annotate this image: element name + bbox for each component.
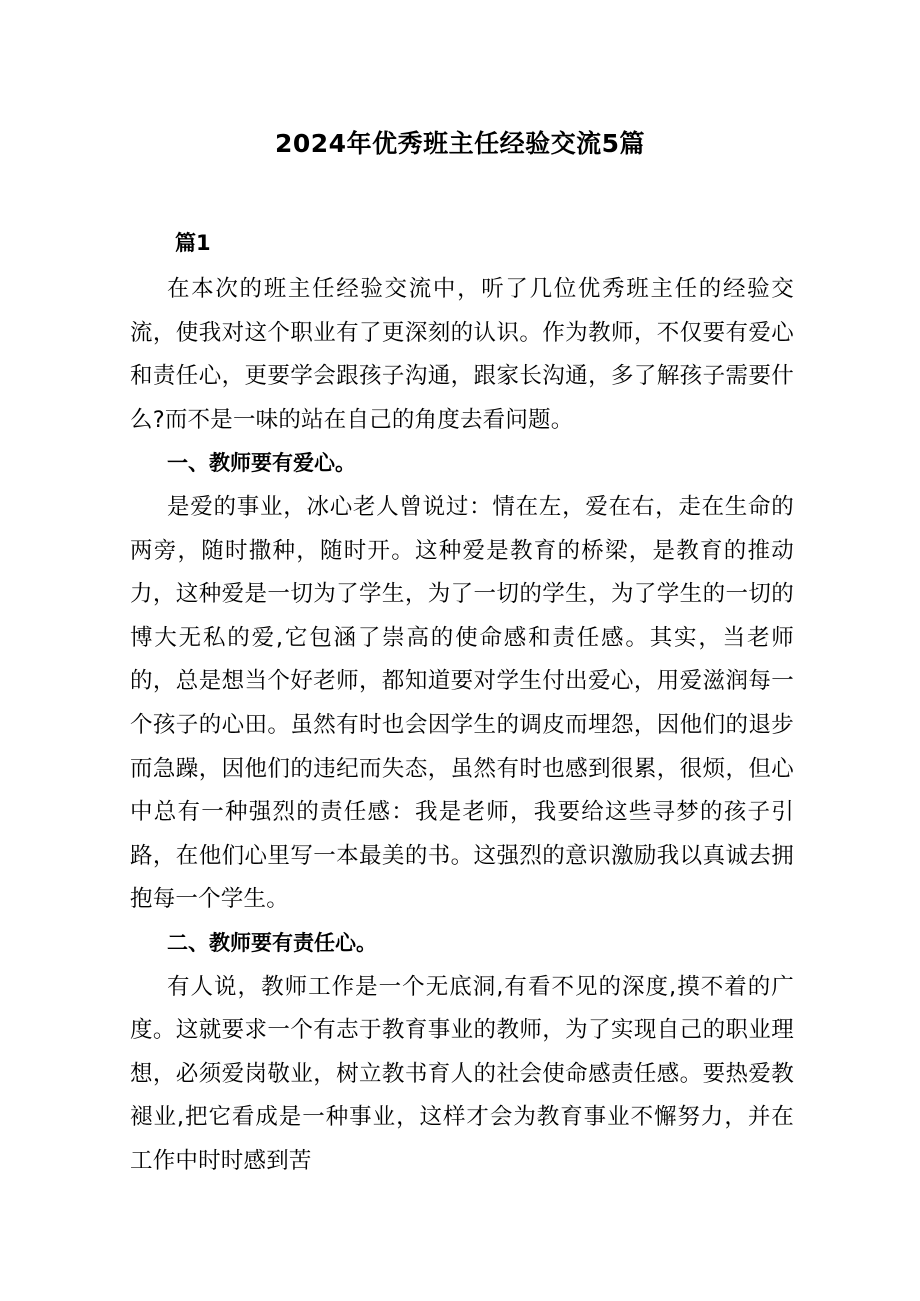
body-paragraph: 是爱的事业，冰心老人曾说过：情在左，爱在右，走在生命的两旁，随时撒种，随时开。这种爱是教育的桥梁，是教育的推动力，这种爱是一切为了学生，为了一切的学生，为了学生的一切的博大无私的爱,它包涵了崇高的使命感和责任感。其实，当老师的，总是想当个好老师，都知道要对学生付出爱心，用爱滋润每一个孩子的心田。虽然有时也会因学生的调皮而埋怨，因他们的退步而急躁，因他们的违纪而失态，虽然有时也感到很累，很烦，但心中总有一种强烈的责任感：我是老师，我要给这些寻梦的孩子引路，在他们心里写一本最美的书。这强烈的意识激励我以真诚去拥抱每一个学生。 bbox=[130, 493, 794, 913]
part-label: 篇1 bbox=[175, 231, 211, 255]
body-paragraph: 在本次的班主任经验交流中，听了几位优秀班主任的经验交流，使我对这个职业有了更深刻的认识。作为教师，不仅要有爱心和责任心，更要学会跟孩子沟通，跟家长沟通，多了解孩子需要什么?而不是一味的站在自己的角度去看问题。 bbox=[130, 276, 794, 433]
body-paragraph: 有人说，教师工作是一个无底洞,有看不见的深度,摸不着的广度。这就要求一个有志于教育事业的教师，为了实现自己的职业理想，必须爱岗敬业，树立教书育人的社会使命感责任感。要热爱教褪业,把它看成是一种事业，这样才会为教育事业不懈努力，并在工作中时时感到苦 bbox=[130, 973, 794, 1174]
section-heading: 二、教师要有责任心。 bbox=[167, 930, 377, 955]
section-heading: 一、教师要有爱心。 bbox=[167, 451, 356, 476]
document-title: 2024年优秀班主任经验交流5篇 bbox=[275, 129, 645, 158]
document-body bbox=[130, 268, 794, 1183]
